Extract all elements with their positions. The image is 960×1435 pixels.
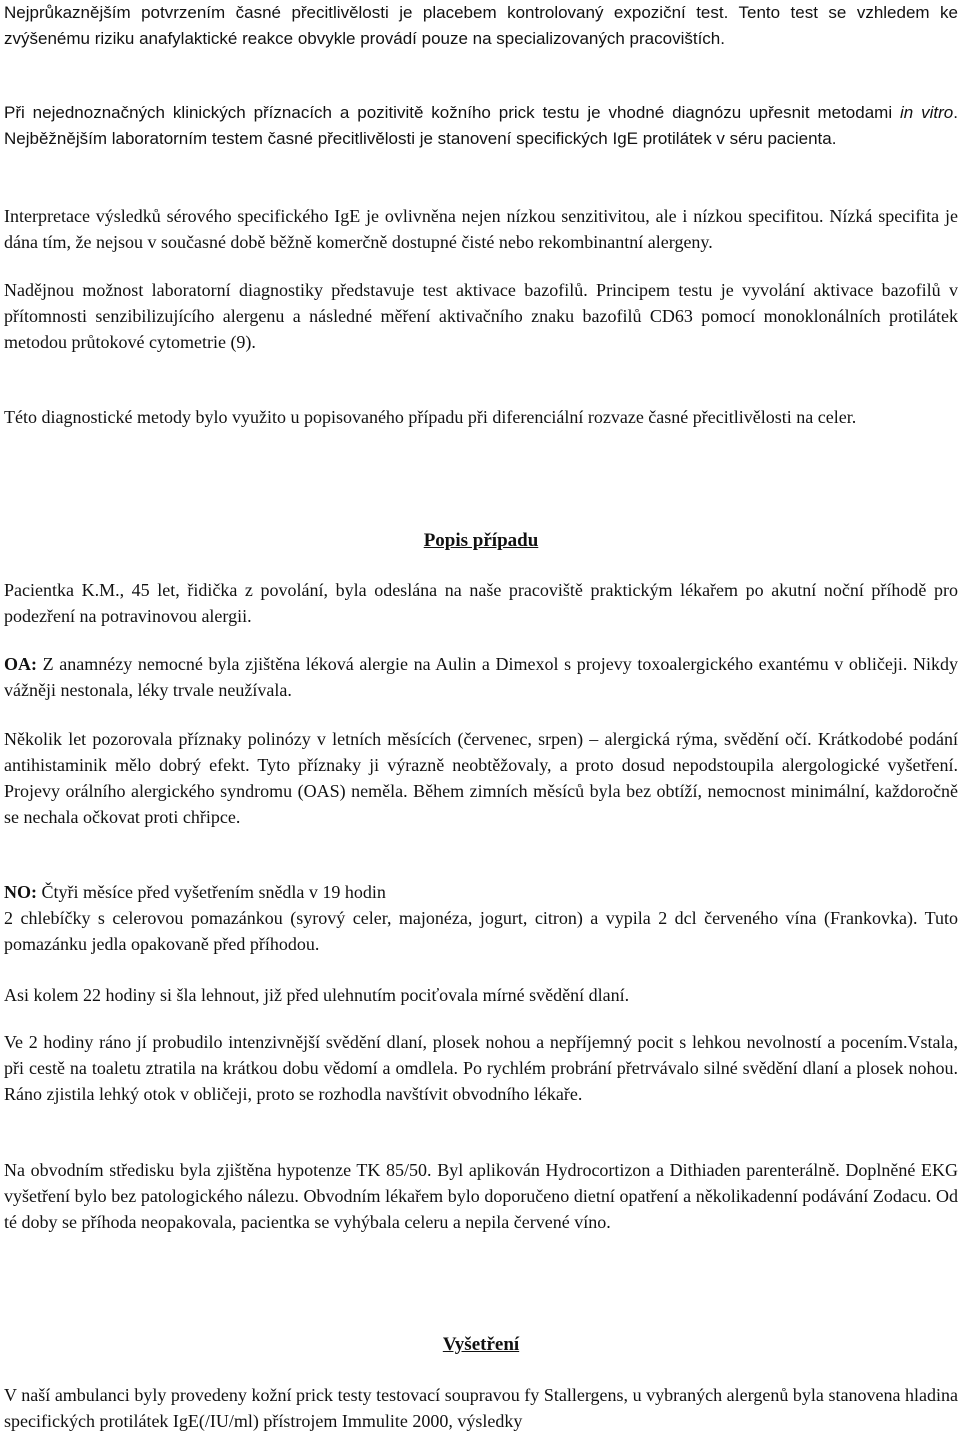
italic-term: in vitro [900, 103, 954, 122]
heading-examination: Vyšetření [442, 1334, 520, 1355]
label-no: NO: [4, 882, 37, 902]
paragraph-present-illness [4, 879, 958, 957]
paragraph-personal-history [4, 651, 958, 703]
paragraph-pollinosis [4, 726, 958, 830]
paragraph-gp-treatment [4, 1157, 958, 1235]
paragraph-diagnostic-method [4, 404, 958, 430]
paragraph-provocation-test [4, 0, 958, 52]
paragraph-skin-tests [4, 1382, 958, 1434]
paragraph-interpretation [4, 203, 958, 255]
paragraph-text: Interpretace výsledků sérového specifického IgE je ovlivněna nejen nízkou senzitivitou, ale i nízkou specifitou. Nízká specifita je dána tím, že nejsou v současné době běžně komerčně dostupné čisté nebo rekombinantní alergeny. [4, 206, 958, 252]
paragraph-text: Nadějnou možnost laboratorní diagnostiky představuje test aktivace bazofilů. Principem testu je vyvolání aktivace bazofilů v přítomnosti senzibilizujícího alergenu a následné měření aktivačního znaku bazofilů CD63 pomocí monoklonálních protilátek metodou průtokové cytometrie (9). [4, 280, 958, 352]
paragraph-patient [4, 577, 958, 629]
paragraph-text: Ve 2 hodiny ráno jí probudilo intenzivnější svědění dlaní, plosek nohou a nepříjemný pocit s lehkou nevolností a pocením.Vstala, při cestě na toaletu ztratila na krátkou dobu vědomí a omdlela. Po rychlém probrání přetrvávalo silné svědění dlaní a plosek nohou. Ráno zjistila lehký otok v obličeji, proto se rozhodla navštívit obvodního lékaře. [4, 1032, 958, 1104]
paragraph-text: Z anamnézy nemocné byla zjištěna léková alergie na Aulin a Dimexol s projevy toxoalergického exantému v obličeji. Nikdy vážněji nestonala, léky trvale neužívala. [4, 654, 958, 700]
paragraph-evening [4, 982, 958, 1008]
paragraph-basophil-test [4, 277, 958, 355]
paragraph-night-event [4, 1029, 958, 1107]
paragraph-text: 2 chlebíčky s celerovou pomazánkou (syrový celer, majonéza, jogurt, citron) a vypila 2 dcl červeného vína (Frankovka). Tuto pomazánku jedla opakovaně před příhodou. [4, 908, 958, 954]
paragraph-text: Nejprůkaznějším potvrzením časné přecitlivělosti je placebem kontrolovaný expoziční test. Tento test se vzhledem ke zvýšenému riziku anafylaktické reakce obvykle provádí pouze na specializovaných pracovištích. [4, 3, 958, 48]
heading-case-description: Popis případu [423, 530, 539, 551]
label-oa: OA: [4, 654, 37, 674]
paragraph-text: V naší ambulanci byly provedeny kožní prick testy testovací soupravou fy Stallergens, u vybraných alergenů byla stanovena hladina specifických protilátek IgE(/IU/ml) přístrojem Immulite 2000, výsledky [4, 1385, 958, 1431]
paragraph-text: Pacientka K.M., 45 let, řidička z povolání, byla odeslána na naše pracoviště praktickým lékařem po akutní noční příhodě pro podezření na potravinovou alergii. [4, 580, 958, 626]
paragraph-text: . Nejběžnějším laboratorním testem časné přecitlivělosti je stanovení specifických IgE protilátek v séru pacienta. [4, 103, 958, 148]
paragraph-text: Čtyři měsíce před vyšetřením snědla v 19 hodin [37, 882, 386, 902]
paragraph-text: Této diagnostické metody bylo využito u popisovaného případu při diferenciální rozvaze časné přecitlivělosti na celer. [4, 407, 857, 427]
paragraph-text: Na obvodním středisku byla zjištěna hypotenze TK 85/50. Byl aplikován Hydrocortizon a Dithiaden parenterálně. Doplněné EKG vyšetření bylo bez patologického nálezu. Obvodním lékařem bylo doporučeno dietní opatření a několikadenní podávání Zodacu. Od té doby se příhoda neopakovala, pacientka se vyhýbala celeru a nepila červené víno. [4, 1160, 958, 1232]
paragraph-text: Asi kolem 22 hodiny si šla lehnout, již před ulehnutím pociťovala mírné svědění dlaní. [4, 985, 630, 1005]
paragraph-text: Při nejednoznačných klinických příznacích a pozitivitě kožního prick testu je vhodné diagnózu upřesnit metodami [4, 103, 900, 122]
paragraph-in-vitro [4, 100, 958, 152]
paragraph-text: Několik let pozorovala příznaky polinózy v letních měsících (červenec, srpen) – alergická rýma, svědění očí. Krátkodobé podání antihistaminik mělo dobrý efekt. Tyto příznaky ji výrazně neobtěžovaly, a proto dosud nepodstoupila alergologické vyšetření. Projevy orálního alergického syndromu (OAS) neměla. Během zimních měsíců byla bez obtíží, nemocnost minimální, každoročně se nechala očkovat proti chřipce. [4, 729, 958, 827]
